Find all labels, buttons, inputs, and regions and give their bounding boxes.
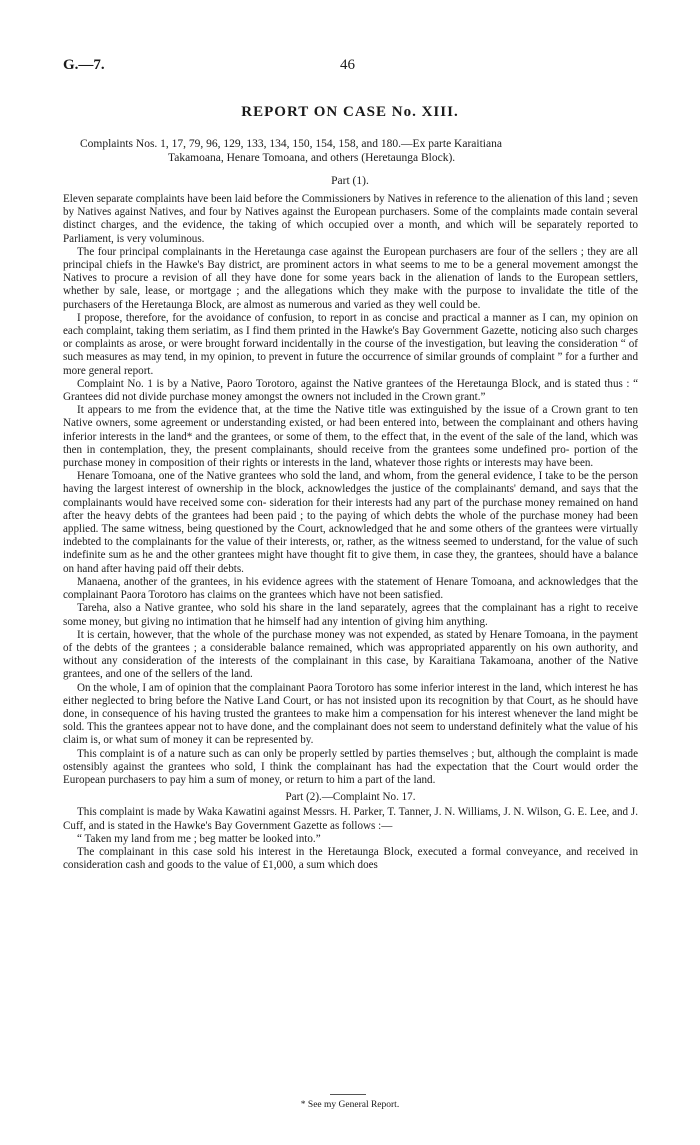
- complaints-line-2: Takamoana, Henare Tomoana, and others (Heretaunga Block).: [168, 152, 456, 164]
- paragraph: This complaint is made by Waka Kawatini against Messrs. H. Parker, T. Tanner, J. N. Williams, J. N. Wilson, G. E. Lee, and J. Cuff, and is stated in the Hawke's Bay Government Gazette as follows :—: [63, 806, 638, 832]
- part-2-heading: Part (2).—Complaint No. 17.: [285, 791, 416, 804]
- paragraph: Manaena, another of the grantees, in his evidence agrees with the statement of Henare Tomoana, and acknowledges that the complainant Paora Torotoro has claims on the grantees which have not been satisfied.: [63, 575, 638, 602]
- paragraph: Tareha, also a Native grantee, who sold his share in the land separately, agrees that the complainant has a right to receive some money, but giving no intimation that he himself had any intention of giving him anything.: [63, 602, 638, 628]
- paragraph: It is certain, however, that the whole of the purchase money was not expended, as stated by Henare Tomoana, in the payment of the debts of the grantees ; a considerable balance remained, which was appropriated apparently on his own authority, and without any consideration of the interests of the complainant in this case, by Karaitiana Takamoana, another of the Native grantees, and one of the sellers of the land.: [63, 628, 638, 681]
- paragraph: The four principal complainants in the Heretaunga case against the European purchasers are four of the sellers ; they are all principal chiefs in the Hawke's Bay district, are prominent actors in what seems to me to be a general movement amongst the Natives to procure a revision of all they have done for some years back in the alienation of lands to the European settlers, whether by sale, lease, or mortgage ; and the allegations which they make with the purpose to invalidate the title of the purchasers of the Heretaunga Block, are almost as numerous and varied as they well could be.: [63, 245, 638, 311]
- series-number: G.—7.: [63, 57, 105, 73]
- paragraph: It appears to me from the evidence that, at the time the Native title was extinguished by the issue of a Crown grant to ten Native owners, some agreement or understanding existed, or had been entered into, between the complainant and others having inferior interests in the land* and the grantees, or some of them, to the effect that, in the event of the sale of the land, which was then in contemplation, they, the present complainants, should receive from the grantees some undefined pro- portion of the purchase money in composition of their rights or interests in the land, whatever those rights or interests may have been.: [63, 404, 638, 470]
- quotation: “ Taken my land from me ; beg matter be looked into.”: [77, 832, 321, 845]
- paragraph: The complainant in this case sold his interest in the Heretaunga Block, executed a formal conveyance, and received in consideration cash and goods to the value of £1,000, a sum which does: [63, 845, 638, 872]
- complaints-line-1: Complaints Nos. 1, 17, 79, 96, 129, 133, 134, 150, 154, 158, and 180.—Ex parte Karaitiana: [80, 138, 502, 150]
- paragraph: Eleven separate complaints have been laid before the Commissioners by Natives in reference to the alienation of this land ; seven by Natives against Natives, and four by Natives against the European purchasers. Some of the complaints made contain several distinct charges, and the evidence, the taking of which occupied over a month, and which will be separately reported to Parliament, is very voluminous.: [63, 193, 638, 245]
- paragraph: On the whole, I am of opinion that the complainant Paora Torotoro has some inferior interest in the land, which interest he has either neglected to bring before the Native Land Court, or has not insisted upon its recognition by that Court, as he should have done, in consequence of his having trusted the grantees to make him a compensation for his interest whenever the land might be sold. This the grantees appear not to have done, and the complainant does not seem to understand definitely what the value of his claim is, or what sum of money it can be represented by.: [63, 681, 638, 747]
- paragraph: I propose, therefore, for the avoidance of confusion, to report in as concise and practical a manner as I can, my opinion on each complaint, taking them seriatim, as I find them printed in the Hawke's Bay Government Gazette, noticing also such charges or complaints as arose, or were brought forward incidentally in the course of the investigation, but leaving the consideration “ of such measures as may tend, in my opinion, to prevent in future the occurrence of similar grounds of complaint ” for a further and more general report.: [63, 311, 638, 377]
- report-body: [63, 193, 638, 872]
- report-title: REPORT ON CASE No. XIII.: [241, 104, 459, 120]
- footnote-rule: [330, 1094, 366, 1095]
- footnote: * See my General Report.: [300, 1100, 400, 1110]
- paragraph: Henare Tomoana, one of the Native grantees who sold the land, and whom, from the general evidence, I take to be the person having the largest interest of ownership in the block, acknowledges the justice of the complainants' demand, and says that the complainants would have received some con- sideration for their interests had any part of the purchase money remained on hand after the heavy debts of the grantees had been paid ; to the paying of which debts the whole of the purchase money had been applied. The same witness, being questioned by the Court, acknowledged that he and some others of the grantees were virtually indebted to the complainants for the value of their interests, or, rather, as the witness seemed to understand, for the value of such indefinite sum as he and the other grantees might have thought fit to give them, in case they, the grantees, should have a balance on hand after having paid off their debts.: [63, 470, 638, 575]
- paragraph: Complaint No. 1 is by a Native, Paoro Torotoro, against the Native grantees of the Heretaunga Block, and is stated thus : “ Grantees did not divide purchase money amongst the owners not included in the Crown grant.”: [63, 377, 638, 404]
- part-1-heading: Part (1).: [331, 175, 369, 187]
- paragraph: This complaint is of a nature such as can only be properly settled by parties themselves ; but, although the complaint is made ostensibly against the grantees who sold, I think the complainant has had the expectation that the Court would order the European purchasers to pay him a sum of money, or return to him a part of the land.: [63, 747, 638, 786]
- page-number: 46: [340, 57, 355, 73]
